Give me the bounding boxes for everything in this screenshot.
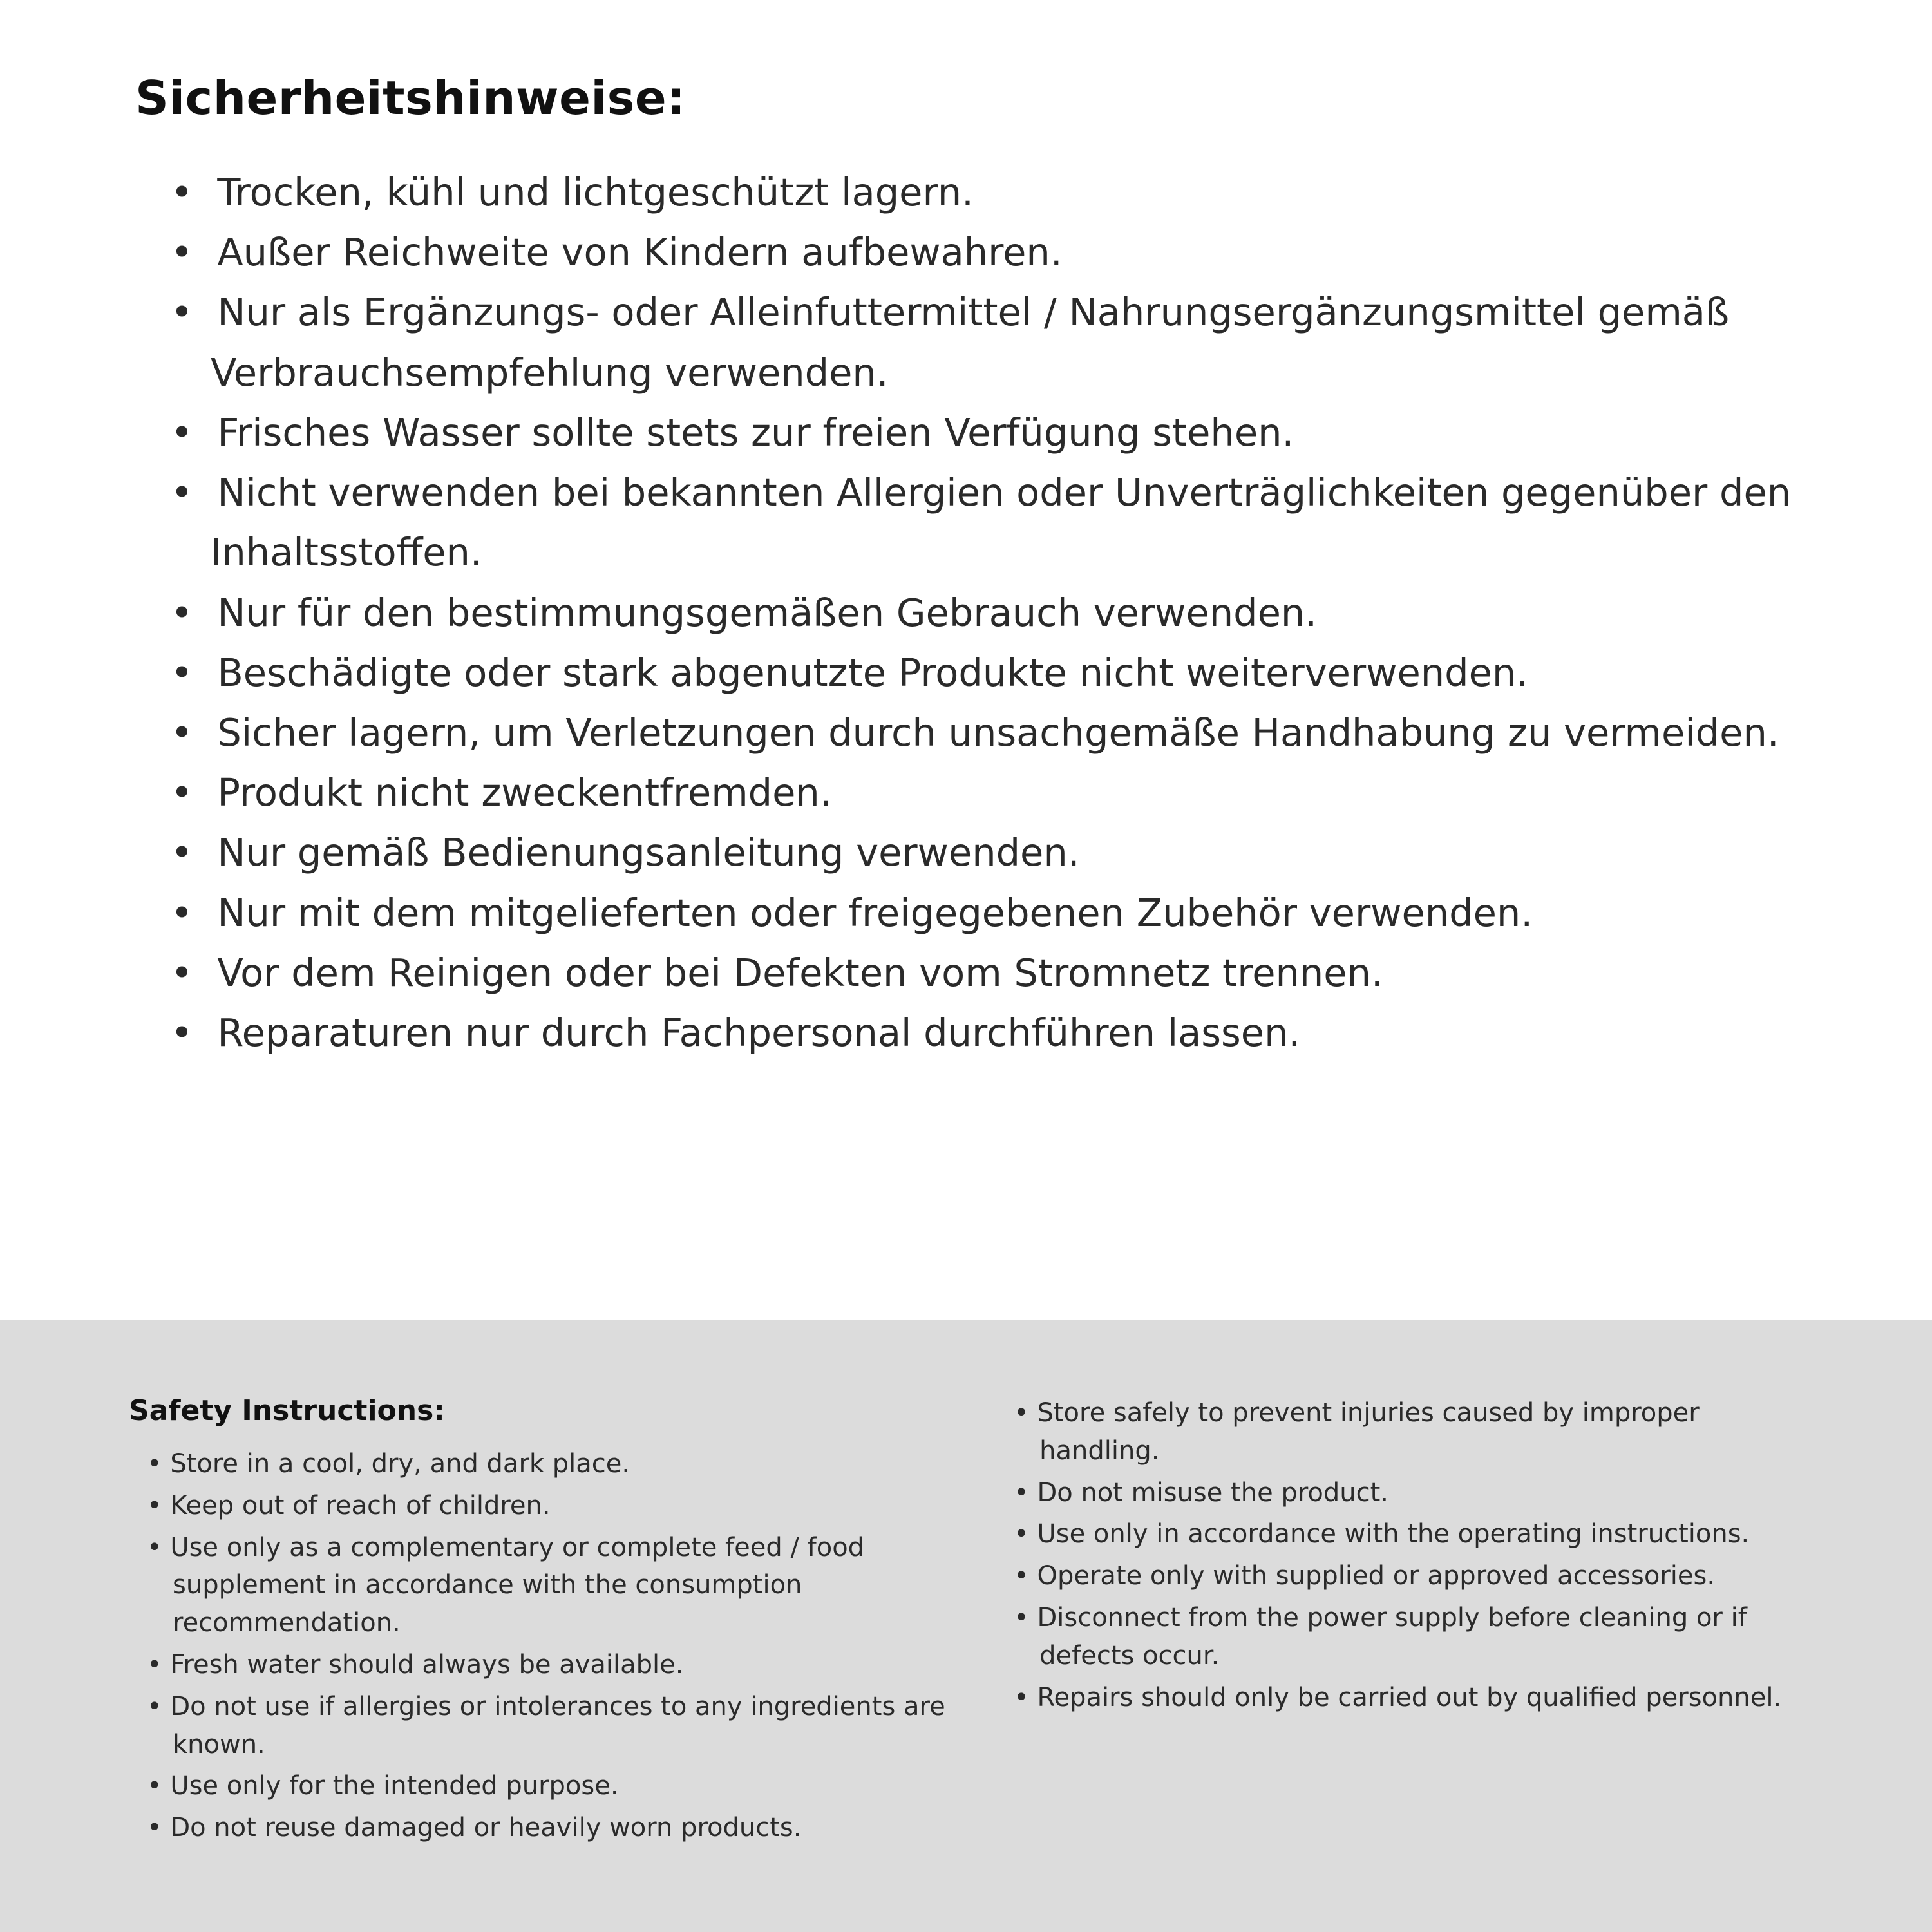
list-item: • Store in a cool, dry, and dark place. (147, 1445, 956, 1483)
list-item: • Sicher lagern, um Verletzungen durch unsachgemäße Handhabung zu vermeiden. (171, 703, 1797, 762)
english-section-title: Safety Instructions: (129, 1394, 445, 1427)
english-safety-section (0, 1320, 1932, 1932)
list-item: • Use only for the intended purpose. (147, 1767, 956, 1805)
english-bullet-list-right (1014, 1394, 1810, 1716)
list-item: • Use only as a complementary or complete feed / food supplement in accordance with the consumption recommendation. (147, 1529, 956, 1642)
list-item: • Produkt nicht zweckentfremden. (171, 762, 1797, 822)
list-item: • Nur gemäß Bedienungsanleitung verwenden. (171, 822, 1797, 882)
list-item: • Außer Reichweite von Kindern aufbewahren. (171, 222, 1797, 282)
list-item: • Reparaturen nur durch Fachpersonal durchführen lassen. (171, 1003, 1797, 1063)
list-item: • Repairs should only be carried out by qualified personnel. (1014, 1679, 1810, 1717)
list-item: • Frisches Wasser sollte stets zur freien Verfügung stehen. (171, 402, 1797, 462)
list-item: • Disconnect from the power supply before cleaning or if defects occur. (1014, 1599, 1810, 1675)
german-section-title: Sicherheitshinweise: (135, 71, 686, 125)
list-item: • Beschädigte oder stark abgenutzte Produkte nicht weiterverwenden. (171, 643, 1797, 703)
list-item: • Do not use if allergies or intolerances to any ingredients are known. (147, 1688, 956, 1764)
list-item: • Operate only with supplied or approved accessories. (1014, 1557, 1810, 1595)
list-item: • Do not misuse the product. (1014, 1474, 1810, 1512)
list-item: • Nicht verwenden bei bekannten Allergien oder Unverträglichkeiten gegenüber den Inhaltsstoffen. (171, 462, 1797, 582)
english-bullet-list-left (129, 1445, 956, 1847)
english-left-column (129, 1394, 956, 1932)
list-item: • Use only in accordance with the operating instructions. (1014, 1515, 1810, 1553)
list-item: • Store safely to prevent injuries caused by improper handling. (1014, 1394, 1810, 1470)
german-bullet-list (135, 162, 1797, 1063)
list-item: • Nur mit dem mitgelieferten oder freigegebenen Zubehör verwenden. (171, 883, 1797, 943)
english-right-column (1014, 1394, 1810, 1932)
list-item: • Nur für den bestimmungsgemäßen Gebrauch verwenden. (171, 583, 1797, 643)
list-item: • Do not reuse damaged or heavily worn products. (147, 1809, 956, 1847)
list-item: • Nur als Ergänzungs- oder Alleinfuttermittel / Nahrungsergänzungsmittel gemäß Verbrauchsempfehlung verwenden. (171, 282, 1797, 402)
list-item: • Fresh water should always be available. (147, 1646, 956, 1684)
list-item: • Keep out of reach of children. (147, 1487, 956, 1525)
list-item: • Vor dem Reinigen oder bei Defekten vom Stromnetz trennen. (171, 943, 1797, 1003)
list-item: • Trocken, kühl und lichtgeschützt lagern. (171, 162, 1797, 222)
